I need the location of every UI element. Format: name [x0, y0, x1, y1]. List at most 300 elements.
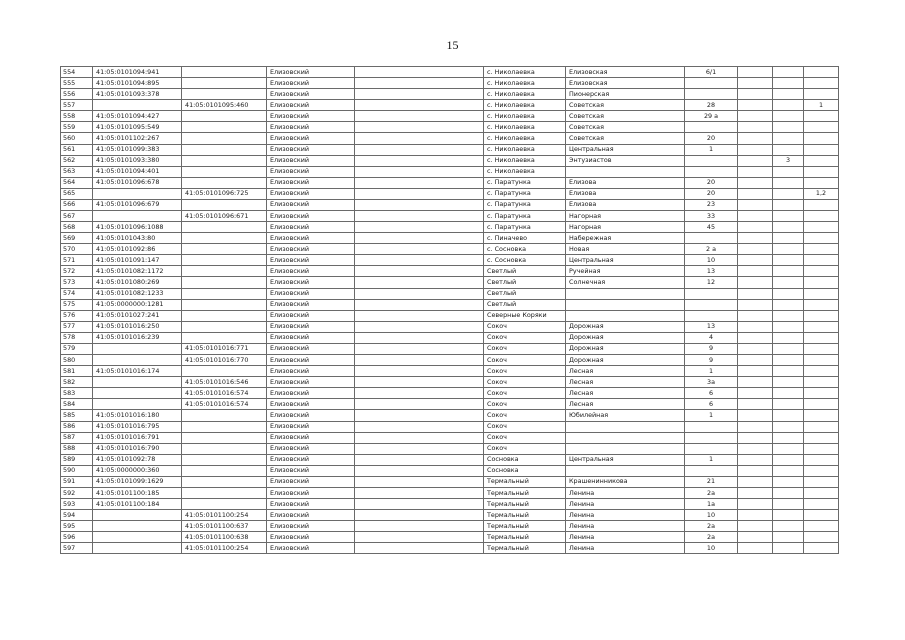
cadastral-number-cell: 41:05:0101096:678 — [93, 177, 182, 188]
locality-cell: с. Николаевка — [484, 144, 566, 155]
house-number-cell: 1 — [685, 410, 738, 421]
district-cell: Елизовский — [267, 521, 355, 532]
building-number-cell — [773, 288, 804, 299]
district-cell: Елизовский — [267, 377, 355, 388]
cadastral-number-alt-cell: 41:05:0101100:254 — [182, 543, 267, 554]
street-cell: Пионерская — [566, 89, 685, 100]
empty-cell — [738, 255, 773, 266]
cadastral-number-cell: 41:05:0101082:1233 — [93, 288, 182, 299]
row-number-cell: 587 — [61, 432, 93, 443]
street-cell: Центральная — [566, 144, 685, 155]
apartment-number-cell — [804, 122, 839, 133]
cadastral-number-alt-cell — [182, 410, 267, 421]
cadastral-number-cell: 41:05:0101016:250 — [93, 321, 182, 332]
table-row — [61, 177, 839, 188]
locality-cell: с. Пиначево — [484, 233, 566, 244]
street-cell: Дорожная — [566, 332, 685, 343]
empty-cell — [738, 343, 773, 354]
row-number-cell: 555 — [61, 78, 93, 89]
district-cell: Елизовский — [267, 443, 355, 454]
empty-cell — [355, 144, 484, 155]
empty-cell — [738, 211, 773, 222]
street-cell: Дорожная — [566, 321, 685, 332]
table-row — [61, 343, 839, 354]
table-row — [61, 233, 839, 244]
empty-cell — [355, 199, 484, 210]
building-number-cell — [773, 355, 804, 366]
cadastral-number-alt-cell — [182, 89, 267, 100]
street-cell: Нагорная — [566, 211, 685, 222]
house-number-cell: 21 — [685, 476, 738, 487]
building-number-cell — [773, 410, 804, 421]
house-number-cell — [685, 166, 738, 177]
locality-cell: с. Николаевка — [484, 166, 566, 177]
table-row — [61, 355, 839, 366]
cadastral-number-alt-cell — [182, 155, 267, 166]
empty-cell — [355, 155, 484, 166]
table-row — [61, 532, 839, 543]
building-number-cell — [773, 399, 804, 410]
table-row — [61, 122, 839, 133]
apartment-number-cell — [804, 288, 839, 299]
building-number-cell — [773, 299, 804, 310]
cadastral-number-cell: 41:05:0101093:380 — [93, 155, 182, 166]
street-cell: Нагорная — [566, 222, 685, 233]
district-cell: Елизовский — [267, 465, 355, 476]
street-cell — [566, 443, 685, 454]
building-number-cell — [773, 465, 804, 476]
building-number-cell — [773, 343, 804, 354]
house-number-cell — [685, 310, 738, 321]
building-number-cell — [773, 521, 804, 532]
empty-cell — [355, 410, 484, 421]
cadastral-number-cell: 41:05:0101096:679 — [93, 199, 182, 210]
apartment-number-cell — [804, 421, 839, 432]
empty-cell — [355, 443, 484, 454]
district-cell: Елизовский — [267, 188, 355, 199]
district-cell: Елизовский — [267, 89, 355, 100]
district-cell: Елизовский — [267, 399, 355, 410]
house-number-cell: 9 — [685, 355, 738, 366]
row-number-cell: 558 — [61, 111, 93, 122]
district-cell: Елизовский — [267, 476, 355, 487]
street-cell: Елизова — [566, 188, 685, 199]
empty-cell — [738, 465, 773, 476]
row-number-cell: 565 — [61, 188, 93, 199]
cadastral-number-alt-cell — [182, 266, 267, 277]
empty-cell — [738, 399, 773, 410]
cadastral-number-alt-cell — [182, 366, 267, 377]
table-row — [61, 133, 839, 144]
apartment-number-cell — [804, 366, 839, 377]
empty-cell — [355, 100, 484, 111]
locality-cell: Сокоч — [484, 343, 566, 354]
district-cell: Елизовский — [267, 355, 355, 366]
empty-cell — [355, 332, 484, 343]
district-cell: Елизовский — [267, 255, 355, 266]
empty-cell — [355, 510, 484, 521]
house-number-cell: 1а — [685, 499, 738, 510]
locality-cell: Сокоч — [484, 421, 566, 432]
empty-cell — [738, 222, 773, 233]
house-number-cell: 23 — [685, 199, 738, 210]
empty-cell — [738, 111, 773, 122]
locality-cell: с. Николаевка — [484, 111, 566, 122]
house-number-cell: 13 — [685, 266, 738, 277]
apartment-number-cell — [804, 255, 839, 266]
table-row — [61, 321, 839, 332]
district-cell: Елизовский — [267, 454, 355, 465]
empty-cell — [738, 510, 773, 521]
district-cell: Елизовский — [267, 244, 355, 255]
table-row — [61, 499, 839, 510]
row-number-cell: 559 — [61, 122, 93, 133]
district-cell: Елизовский — [267, 222, 355, 233]
empty-cell — [738, 233, 773, 244]
apartment-number-cell: 1 — [804, 100, 839, 111]
empty-cell — [355, 521, 484, 532]
cadastral-number-cell — [93, 211, 182, 222]
apartment-number-cell — [804, 89, 839, 100]
empty-cell — [355, 532, 484, 543]
cadastral-number-alt-cell — [182, 122, 267, 133]
street-cell: Лесная — [566, 366, 685, 377]
cadastral-number-alt-cell — [182, 233, 267, 244]
empty-cell — [738, 188, 773, 199]
building-number-cell — [773, 332, 804, 343]
cadastral-number-cell — [93, 377, 182, 388]
locality-cell: с. Николаевка — [484, 78, 566, 89]
row-number-cell: 582 — [61, 377, 93, 388]
cadastral-number-alt-cell — [182, 199, 267, 210]
empty-cell — [738, 144, 773, 155]
locality-cell: Сосновка — [484, 465, 566, 476]
building-number-cell — [773, 199, 804, 210]
table-row — [61, 487, 839, 498]
empty-cell — [355, 255, 484, 266]
cadastral-number-cell: 41:05:0101043:80 — [93, 233, 182, 244]
cadastral-number-alt-cell — [182, 476, 267, 487]
district-cell: Елизовский — [267, 510, 355, 521]
cadastral-number-alt-cell: 41:05:0101100:638 — [182, 532, 267, 543]
locality-cell: с. Паратунка — [484, 199, 566, 210]
cadastral-number-alt-cell: 41:05:0101100:637 — [182, 521, 267, 532]
building-number-cell — [773, 543, 804, 554]
empty-cell — [738, 332, 773, 343]
locality-cell: Светлый — [484, 277, 566, 288]
row-number-cell: 576 — [61, 310, 93, 321]
apartment-number-cell — [804, 310, 839, 321]
row-number-cell: 597 — [61, 543, 93, 554]
district-cell: Елизовский — [267, 310, 355, 321]
row-number-cell: 595 — [61, 521, 93, 532]
empty-cell — [355, 499, 484, 510]
house-number-cell: 9 — [685, 343, 738, 354]
apartment-number-cell: 1,2 — [804, 188, 839, 199]
cadastral-number-cell: 41:05:0101092:78 — [93, 454, 182, 465]
empty-cell — [355, 421, 484, 432]
apartment-number-cell — [804, 499, 839, 510]
cadastral-number-cell: 41:05:0101100:184 — [93, 499, 182, 510]
row-number-cell: 568 — [61, 222, 93, 233]
house-number-cell: 2а — [685, 532, 738, 543]
cadastral-number-alt-cell — [182, 487, 267, 498]
district-cell: Елизовский — [267, 199, 355, 210]
cadastral-number-cell: 41:05:0000000:1281 — [93, 299, 182, 310]
apartment-number-cell — [804, 266, 839, 277]
table-row — [61, 144, 839, 155]
table-row — [61, 521, 839, 532]
cadastral-number-cell: 41:05:0101082:1172 — [93, 266, 182, 277]
empty-cell — [355, 89, 484, 100]
cadastral-number-cell: 41:05:0101096:1088 — [93, 222, 182, 233]
row-number-cell: 578 — [61, 332, 93, 343]
district-cell: Елизовский — [267, 266, 355, 277]
empty-cell — [738, 177, 773, 188]
apartment-number-cell — [804, 355, 839, 366]
empty-cell — [738, 199, 773, 210]
cadastral-number-cell: 41:05:0101016:174 — [93, 366, 182, 377]
row-number-cell: 557 — [61, 100, 93, 111]
cadastral-number-alt-cell — [182, 432, 267, 443]
empty-cell — [738, 266, 773, 277]
house-number-cell: 20 — [685, 188, 738, 199]
building-number-cell — [773, 421, 804, 432]
cadastral-number-alt-cell — [182, 310, 267, 321]
house-number-cell: 13 — [685, 321, 738, 332]
street-cell: Центральная — [566, 454, 685, 465]
row-number-cell: 575 — [61, 299, 93, 310]
house-number-cell: 20 — [685, 133, 738, 144]
street-cell: Энтузиастов — [566, 155, 685, 166]
empty-cell — [355, 133, 484, 144]
house-number-cell — [685, 78, 738, 89]
district-cell: Елизовский — [267, 299, 355, 310]
row-number-cell: 560 — [61, 133, 93, 144]
apartment-number-cell — [804, 222, 839, 233]
locality-cell: Светлый — [484, 299, 566, 310]
house-number-cell: 2а — [685, 521, 738, 532]
row-number-cell: 570 — [61, 244, 93, 255]
empty-cell — [355, 177, 484, 188]
house-number-cell: 10 — [685, 510, 738, 521]
cadastral-number-cell — [93, 521, 182, 532]
empty-cell — [355, 233, 484, 244]
building-number-cell — [773, 443, 804, 454]
empty-cell — [355, 222, 484, 233]
empty-cell — [355, 321, 484, 332]
building-number-cell — [773, 111, 804, 122]
empty-cell — [738, 421, 773, 432]
building-number-cell — [773, 454, 804, 465]
locality-cell: Термальный — [484, 499, 566, 510]
empty-cell — [738, 543, 773, 554]
locality-cell: Сокоч — [484, 399, 566, 410]
district-cell: Елизовский — [267, 288, 355, 299]
table-row — [61, 421, 839, 432]
house-number-cell: 1 — [685, 366, 738, 377]
locality-cell: с. Николаевка — [484, 122, 566, 133]
apartment-number-cell — [804, 166, 839, 177]
cadastral-number-cell — [93, 543, 182, 554]
cadastral-number-alt-cell: 41:05:0101096:725 — [182, 188, 267, 199]
house-number-cell: 2а — [685, 487, 738, 498]
district-cell: Елизовский — [267, 155, 355, 166]
building-number-cell — [773, 366, 804, 377]
house-number-cell — [685, 443, 738, 454]
street-cell: Ручейная — [566, 266, 685, 277]
locality-cell: с. Сосновка — [484, 255, 566, 266]
empty-cell — [738, 310, 773, 321]
locality-cell: с. Николаевка — [484, 133, 566, 144]
district-cell: Елизовский — [267, 410, 355, 421]
street-cell: Солнечная — [566, 277, 685, 288]
empty-cell — [355, 343, 484, 354]
cadastral-number-alt-cell — [182, 499, 267, 510]
empty-cell — [355, 111, 484, 122]
empty-cell — [738, 133, 773, 144]
cadastral-number-cell: 41:05:0101016:180 — [93, 410, 182, 421]
building-number-cell — [773, 321, 804, 332]
house-number-cell: 45 — [685, 222, 738, 233]
house-number-cell: 28 — [685, 100, 738, 111]
building-number-cell — [773, 499, 804, 510]
empty-cell — [738, 299, 773, 310]
table-row — [61, 222, 839, 233]
street-cell — [566, 421, 685, 432]
house-number-cell: 10 — [685, 543, 738, 554]
district-cell: Елизовский — [267, 233, 355, 244]
street-cell: Советская — [566, 133, 685, 144]
street-cell: Новая — [566, 244, 685, 255]
cadastral-number-cell: 41:05:0101102:267 — [93, 133, 182, 144]
table-row — [61, 432, 839, 443]
street-cell — [566, 465, 685, 476]
district-cell: Елизовский — [267, 388, 355, 399]
building-number-cell — [773, 510, 804, 521]
apartment-number-cell — [804, 510, 839, 521]
row-number-cell: 573 — [61, 277, 93, 288]
street-cell — [566, 166, 685, 177]
district-cell: Елизовский — [267, 532, 355, 543]
empty-cell — [738, 155, 773, 166]
street-cell: Ленина — [566, 543, 685, 554]
locality-cell: с. Николаевка — [484, 67, 566, 78]
locality-cell: Сокоч — [484, 443, 566, 454]
house-number-cell — [685, 299, 738, 310]
building-number-cell — [773, 211, 804, 222]
row-number-cell: 556 — [61, 89, 93, 100]
empty-cell — [355, 388, 484, 399]
house-number-cell — [685, 288, 738, 299]
cadastral-number-alt-cell — [182, 332, 267, 343]
cadastral-number-alt-cell — [182, 321, 267, 332]
apartment-number-cell — [804, 144, 839, 155]
locality-cell: с. Паратунка — [484, 222, 566, 233]
empty-cell — [738, 476, 773, 487]
row-number-cell: 572 — [61, 266, 93, 277]
empty-cell — [355, 465, 484, 476]
building-number-cell — [773, 532, 804, 543]
street-cell: Советская — [566, 100, 685, 111]
street-cell: Лесная — [566, 377, 685, 388]
district-cell: Елизовский — [267, 211, 355, 222]
cadastral-number-cell: 41:05:0101095:549 — [93, 122, 182, 133]
cadastral-number-alt-cell: 41:05:0101095:460 — [182, 100, 267, 111]
district-cell: Елизовский — [267, 366, 355, 377]
row-number-cell: 574 — [61, 288, 93, 299]
district-cell: Елизовский — [267, 543, 355, 554]
empty-cell — [355, 188, 484, 199]
registry-body — [61, 67, 839, 554]
street-cell: Лесная — [566, 388, 685, 399]
locality-cell: Термальный — [484, 543, 566, 554]
cadastral-number-alt-cell — [182, 177, 267, 188]
row-number-cell: 567 — [61, 211, 93, 222]
street-cell: Юбилейная — [566, 410, 685, 421]
row-number-cell: 564 — [61, 177, 93, 188]
cadastral-number-cell — [93, 100, 182, 111]
locality-cell: с. Сосновка — [484, 244, 566, 255]
locality-cell: с. Николаевка — [484, 155, 566, 166]
empty-cell — [738, 366, 773, 377]
cadastral-number-cell: 41:05:0101094:895 — [93, 78, 182, 89]
apartment-number-cell — [804, 177, 839, 188]
building-number-cell — [773, 233, 804, 244]
cadastral-number-alt-cell: 41:05:0101016:771 — [182, 343, 267, 354]
cadastral-number-alt-cell: 41:05:0101016:546 — [182, 377, 267, 388]
table-row — [61, 399, 839, 410]
cadastral-number-cell: 41:05:0101080:269 — [93, 277, 182, 288]
street-cell: Ленина — [566, 510, 685, 521]
cadastral-number-cell: 41:05:0101094:401 — [93, 166, 182, 177]
locality-cell: Термальный — [484, 487, 566, 498]
table-row — [61, 510, 839, 521]
cadastral-number-alt-cell: 41:05:0101016:770 — [182, 355, 267, 366]
building-number-cell — [773, 144, 804, 155]
building-number-cell — [773, 388, 804, 399]
building-number-cell: 3 — [773, 155, 804, 166]
apartment-number-cell — [804, 133, 839, 144]
apartment-number-cell — [804, 277, 839, 288]
building-number-cell — [773, 244, 804, 255]
district-cell: Елизовский — [267, 321, 355, 332]
building-number-cell — [773, 487, 804, 498]
locality-cell: с. Николаевка — [484, 100, 566, 111]
empty-cell — [738, 388, 773, 399]
cadastral-number-alt-cell — [182, 244, 267, 255]
street-cell: Набережная — [566, 233, 685, 244]
locality-cell: с. Паратунка — [484, 188, 566, 199]
empty-cell — [355, 299, 484, 310]
row-number-cell: 593 — [61, 499, 93, 510]
building-number-cell — [773, 166, 804, 177]
table-row — [61, 166, 839, 177]
cadastral-number-cell — [93, 399, 182, 410]
table-row — [61, 310, 839, 321]
empty-cell — [355, 454, 484, 465]
cadastral-number-cell: 41:05:0101016:795 — [93, 421, 182, 432]
empty-cell — [738, 355, 773, 366]
empty-cell — [738, 122, 773, 133]
locality-cell: Светлый — [484, 288, 566, 299]
locality-cell: Сокоч — [484, 377, 566, 388]
house-number-cell: 6 — [685, 388, 738, 399]
row-number-cell: 591 — [61, 476, 93, 487]
district-cell: Елизовский — [267, 487, 355, 498]
locality-cell: с. Николаевка — [484, 89, 566, 100]
building-number-cell — [773, 222, 804, 233]
